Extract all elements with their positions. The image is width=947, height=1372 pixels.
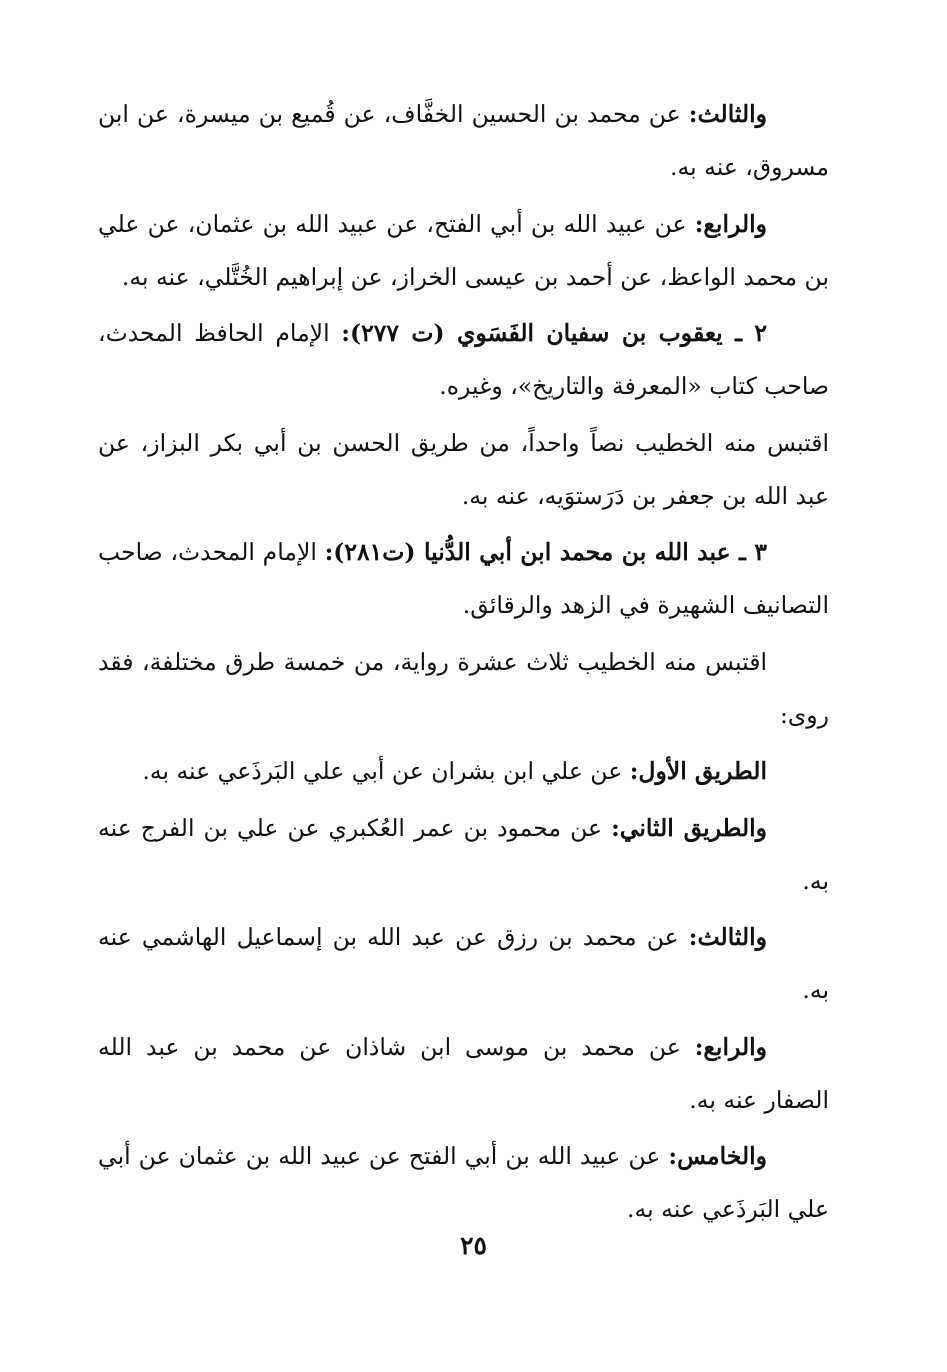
paragraph-first-route	[98, 745, 829, 798]
paragraph-lead: ٢ ـ يعقوب بن سفيان الفَسَوي (ت ٢٧٧):	[341, 319, 767, 347]
paragraph-lead: والثالث:	[688, 923, 767, 951]
paragraph-text: عن محمد بن الحسين الخفَّاف، عن قُميع بن ميسرة، عن ابن مسروق، عنه به.	[98, 100, 829, 181]
paragraph-text: عن محمد بن رزق عن عبد الله بن إسماعيل الهاشمي عنه به.	[98, 923, 829, 1004]
paragraph-fourth-route	[98, 1021, 829, 1127]
paragraph-lead: الطريق الأول:	[629, 757, 767, 785]
paragraph-lead: والرابع:	[694, 1032, 767, 1061]
paragraph-entry-2-body	[98, 417, 829, 523]
paragraph-lead: والرابع:	[694, 209, 767, 238]
paragraph-third-chain	[98, 88, 829, 194]
page-number: ٢٥	[460, 1231, 487, 1260]
paragraph-text: عن عبيد الله بن أبي الفتح، عن عبيد الله بن عثمان، عن علي بن محمد الواعظ، عن أحمد بن عيسى الخراز، عن إبراهيم الخُتَّلي، عنه به.	[98, 209, 829, 291]
paragraph-text: اقتبس منه الخطيب نصاً واحداً، من طريق الحسن بن أبي بكر البزاز، عن عبد الله بن جعفر بن دَرَستوَيه، عنه به.	[98, 428, 829, 510]
paragraph-lead: والخامس:	[668, 1142, 767, 1170]
paragraph-second-route	[98, 802, 829, 908]
paragraph-text: عن عبيد الله بن أبي الفتح عن عبيد الله بن عثمان عن أبي علي البَرذَعي عنه به.	[98, 1142, 829, 1223]
paragraph-text: الإمام المحدث، صاحب التصانيف الشهيرة في الزهد والرقائق.	[98, 538, 829, 619]
paragraph-entry-2-heading	[98, 307, 829, 413]
paragraph-entry-3-heading	[98, 526, 829, 632]
paragraph-entry-3-body	[98, 636, 829, 742]
paragraph-fifth-route	[98, 1130, 829, 1236]
paragraph-text: عن علي ابن بشران عن أبي علي البَرذَعي عنه به.	[142, 757, 630, 785]
paragraph-lead: ٣ ـ عبد الله بن محمد ابن أبي الدُّنيا (ت٢٨١):	[324, 538, 767, 566]
paragraph-text: الإمام الحافظ المحدث، صاحب كتاب «المعرفة والتاريخ»، وغيره.	[98, 319, 829, 400]
paragraph-lead: والطريق الثاني:	[611, 813, 767, 842]
paragraph-fourth-chain	[98, 198, 829, 304]
paragraph-text: عن محمود بن عمر العُكبري عن علي بن الفرج عنه به.	[98, 813, 829, 895]
paragraph-third-route	[98, 911, 829, 1017]
paragraph-text: عن محمد بن موسى ابن شاذان عن محمد بن عبد الله الصفار عنه به.	[98, 1032, 829, 1114]
paragraph-lead: والثالث:	[688, 100, 767, 128]
paragraph-text: اقتبس منه الخطيب ثلاث عشرة رواية، من خمسة طرق مختلفة، فقد روى:	[98, 647, 829, 729]
